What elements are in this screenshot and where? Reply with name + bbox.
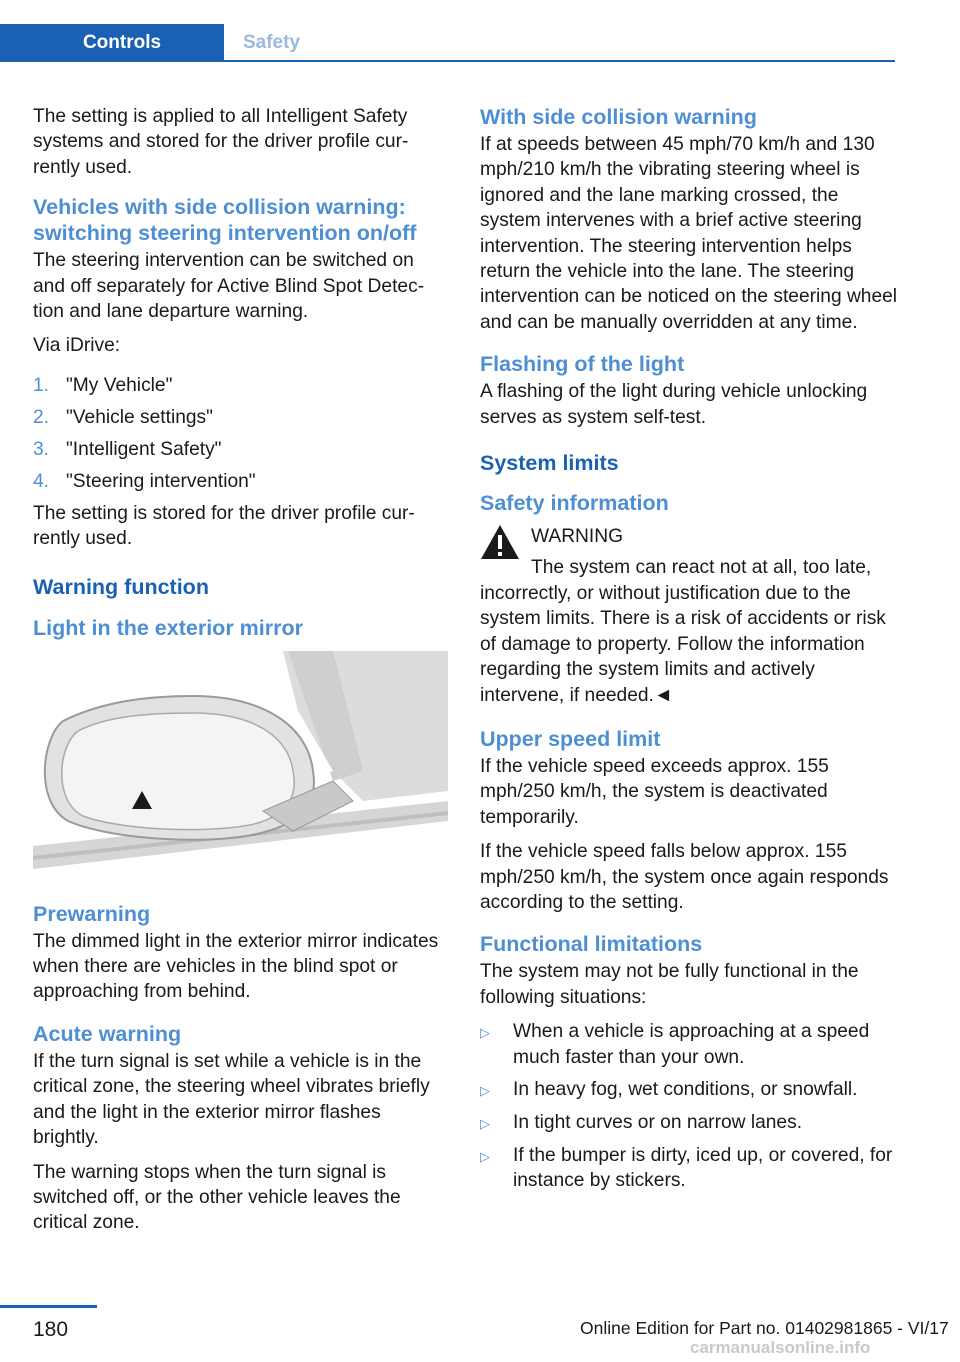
paragraph-flashing-light: A flashing of the light during vehicle unlocking serves as system self-test. [480,381,868,428]
step-text: "Intelligent Safety" [66,438,222,460]
list-item [480,1077,898,1103]
left-column [33,104,448,1245]
list-item [33,469,448,494]
list-item [33,373,448,398]
heading-side-collision-steering: Vehicles with side collision warning: switching steering intervention on/off [33,195,417,246]
exterior-mirror-illustration [33,651,448,871]
header-rule [0,60,895,62]
right-column [480,104,898,1200]
list-item [33,437,448,462]
heading-system-limits: System limits [480,451,619,476]
bullet-triangle-icon: ▷ [480,1082,490,1098]
limitation-text: When a vehicle is approaching at a speed much faster than your own. [513,1021,870,1068]
footer-rule [0,1305,97,1308]
step-text: "Vehicle settings" [66,406,213,428]
list-item [480,1143,898,1194]
watermark: carmanualsonline.info [690,1338,871,1357]
list-item [33,405,448,430]
limitation-text: In tight curves or on narrow lanes. [513,1111,803,1133]
edition-note: Online Edition for Part no. 01402981865 - VI/17 [580,1318,949,1338]
heading-acute-warning: Acute warning [33,1021,182,1046]
limitation-text: If the bumper is dirty, iced up, or covered, for instance by stickers. [513,1144,893,1191]
warning-title: WARNING [531,526,624,548]
step-number: 1. [33,374,50,396]
paragraph-setting-applied: The setting is applied to all Intelligent Safety systems and stored for the driver profile currently used. [33,106,409,178]
tab-safety[interactable]: Safety [242,32,301,53]
step-number: 2. [33,406,50,428]
tab-controls[interactable]: Controls [0,24,224,62]
bullet-triangle-icon: ▷ [480,1148,490,1164]
warning-box [480,524,898,708]
list-item [480,1019,898,1070]
heading-upper-speed-limit: Upper speed limit [480,726,661,751]
heading-flashing-light: Flashing of the light [480,352,685,377]
step-number: 3. [33,438,50,460]
paragraph-acute-warning-2: The warning stops when the turn signal is switched off, or the other vehicle leaves the critical zone. [33,1161,401,1234]
heading-prewarning: Prewarning [33,901,151,926]
paragraph-upper-speed-2: If the vehicle speed falls below approx. 155 mph/250 km/h, the system once again responds according to the setting. [480,841,889,913]
header-tabbar [0,24,895,62]
paragraph-steering-switch: The steering intervention can be switched on and off separately for Active Blind Spot Detection and lane departure warning. [33,250,425,323]
heading-with-side-collision: With side collision warning [480,105,757,129]
heading-safety-information: Safety information [480,491,669,516]
step-text: "Steering intervention" [66,470,256,492]
limitations-list [480,1019,898,1193]
paragraph-acute-warning-1: If the turn signal is set while a vehicle is in the critical zone, the steering wheel vibrates briefly and the light in the exterior mirror flashes brightly. [33,1050,430,1149]
bullet-triangle-icon: ▷ [480,1115,490,1131]
paragraph-via-idrive: Via iDrive: [33,335,121,357]
paragraph-upper-speed-1: If the vehicle speed exceeds approx. 155 mph/250 km/h, the system is deactivated temporarily. [480,755,829,828]
warning-triangle-icon [480,524,520,560]
warning-text: The system can react not at all, too late, incorrectly, or without justification due to the system limits. There is a risk of accidents or risk of damage to property. Follow the information regarding the system limits and actively intervene, if needed.◄ [480,557,886,706]
paragraph-prewarning: The dimmed light in the exterior mirror indicates when there are vehicles in the blind spot or approaching from behind. [33,930,439,1003]
page-number: 180 [33,1318,69,1341]
step-text: "My Vehicle" [66,374,173,396]
step-number: 4. [33,470,50,492]
paragraph-with-side-collision: If at speeds between 45 mph/70 km/h and 130 mph/210 km/h the vibrating steering wheel is ignored and the lane marking crossed, the system intervenes with a brief active steering intervention. The steering intervention helps return the vehicle into the lane. The steering intervention can be noticed on the steering wheel and can be manually overridden at any time. [480,134,898,333]
list-item [480,1110,898,1136]
heading-functional-limitations: Functional limitations [480,932,703,957]
paragraph-setting-stored: The setting is stored for the driver profile currently used. [33,502,415,550]
limitation-text: In heavy fog, wet conditions, or snowfall. [513,1078,858,1100]
paragraph-functional-limitations: The system may not be fully functional in the following situations: [480,961,859,1008]
bullet-triangle-icon: ▷ [480,1025,490,1041]
heading-warning-function: Warning function [33,574,209,599]
idrive-steps-list [33,373,448,494]
heading-light-exterior-mirror: Light in the exterior mirror [33,615,303,640]
